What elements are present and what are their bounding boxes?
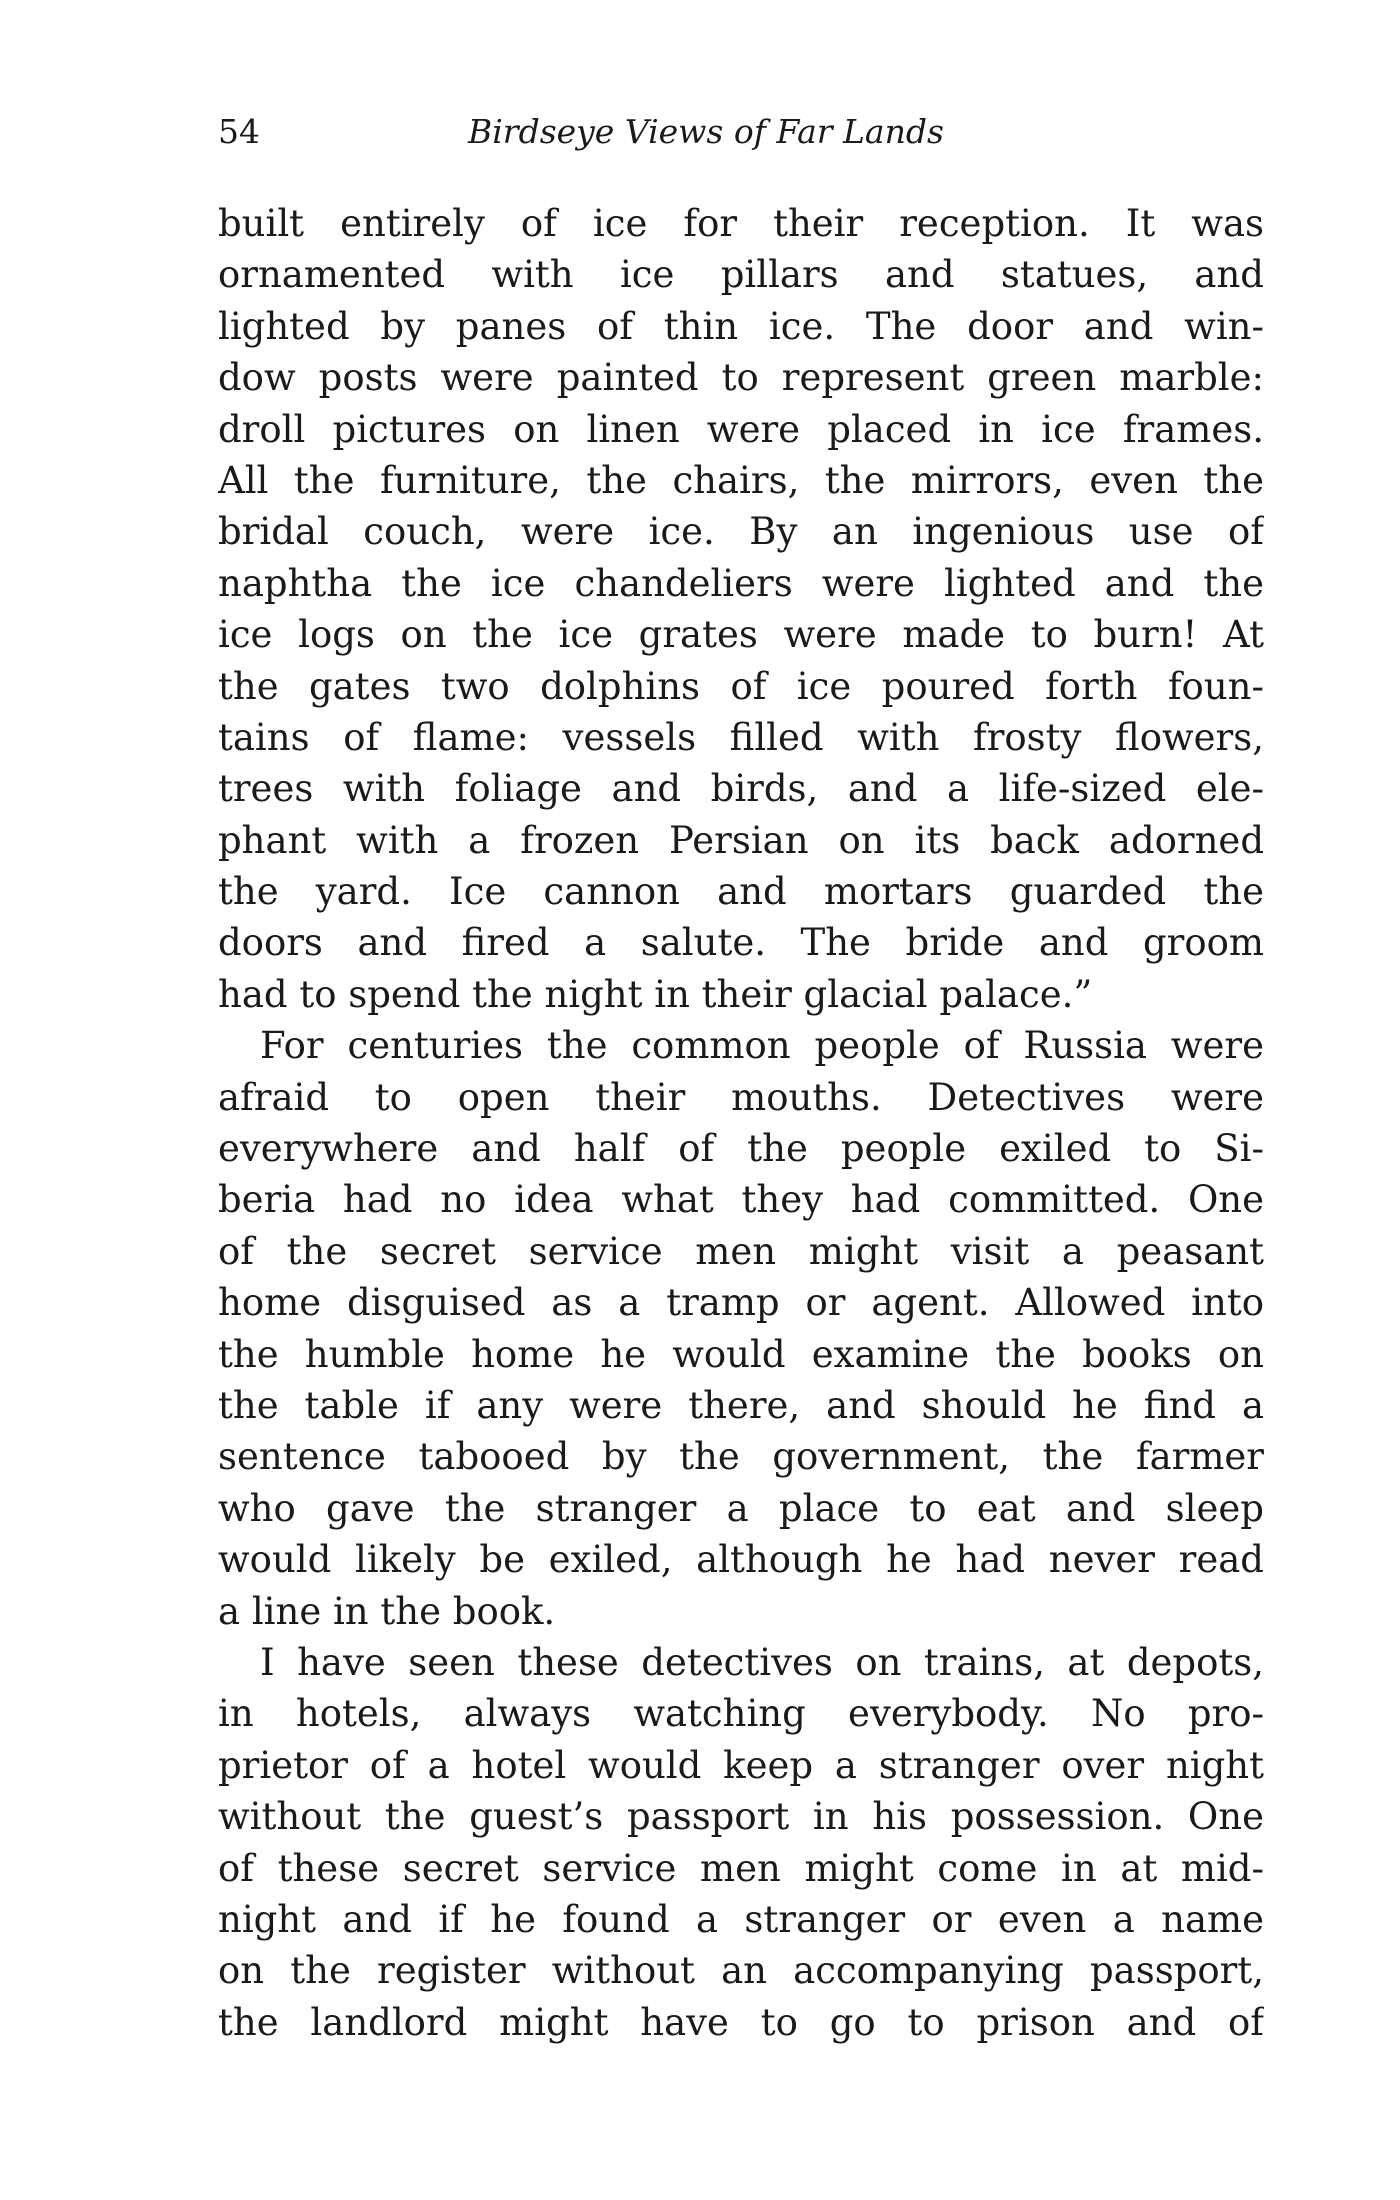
text-line: droll pictures on linen were placed in ice frames. bbox=[218, 407, 1264, 451]
text-line: ice logs on the ice grates were made to burn! At bbox=[218, 613, 1264, 657]
text-line: of these secret service men might come in at mid- bbox=[218, 1846, 1264, 1890]
text-line: who gave the stranger a place to eat and sleep bbox=[218, 1486, 1264, 1530]
paragraph-3 bbox=[218, 1637, 1264, 2048]
text-line: lighted by panes of thin ice. The door and win- bbox=[218, 304, 1264, 348]
text-line: the gates two dolphins of ice poured forth foun- bbox=[218, 664, 1264, 708]
text-line: everywhere and half of the people exiled to Si- bbox=[218, 1127, 1264, 1171]
text-line: I have seen these detectives on trains, at depots, bbox=[260, 1640, 1264, 1684]
text-line: naphtha the ice chandeliers were lighted and the bbox=[218, 561, 1264, 605]
text-line: beria had no idea what they had committed. One bbox=[218, 1178, 1264, 1222]
text-line: For centuries the common people of Russia were bbox=[260, 1024, 1264, 1068]
running-title: Birdseye Views of Far Lands bbox=[468, 112, 944, 151]
page-number: 54 bbox=[218, 112, 260, 151]
text-line: the table if any were there, and should he find a bbox=[218, 1383, 1264, 1427]
text-line: the yard. Ice cannon and mortars guarded the bbox=[218, 870, 1264, 914]
text-line: the landlord might have to go to prison and of bbox=[218, 2000, 1264, 2044]
text-line: night and if he found a stranger or even a name bbox=[218, 1897, 1264, 1941]
text-line: bridal couch, were ice. By an ingenious use of bbox=[218, 510, 1264, 554]
text-line: on the register without an accompanying passport, bbox=[218, 1949, 1264, 1993]
text-line: ornamented with ice pillars and statues, and bbox=[218, 253, 1264, 297]
paragraph-1 bbox=[218, 198, 1264, 1020]
text-line: would likely be exiled, although he had never read bbox=[218, 1538, 1264, 1582]
text-line: phant with a frozen Persian on its back adorned bbox=[218, 818, 1264, 862]
text-line: the humble home he would examine the books on bbox=[218, 1332, 1264, 1376]
text-line: in hotels, always watching everybody. No pro- bbox=[218, 1692, 1264, 1736]
text-line: doors and fired a salute. The bride and groom bbox=[218, 921, 1264, 965]
text-line: without the guest’s passport in his possession. One bbox=[218, 1795, 1264, 1839]
running-head bbox=[218, 110, 1264, 154]
paragraph-2 bbox=[218, 1020, 1264, 1637]
text-line: dow posts were painted to represent green marble: bbox=[218, 356, 1264, 400]
text-line: sentence tabooed by the government, the farmer bbox=[218, 1435, 1264, 1479]
text-line: home disguised as a tramp or agent. Allowed into bbox=[218, 1281, 1264, 1325]
text-line: had to spend the night in their glacial palace.” bbox=[218, 972, 1093, 1016]
text-line: a line in the book. bbox=[218, 1589, 556, 1633]
text-line: All the furniture, the chairs, the mirrors, even the bbox=[218, 458, 1264, 502]
text-line: prietor of a hotel would keep a stranger over night bbox=[218, 1743, 1264, 1787]
text-line: afraid to open their mouths. Detectives were bbox=[218, 1075, 1264, 1119]
text-line: tains of flame: vessels filled with frosty flowers, bbox=[218, 715, 1264, 759]
text-line: of the secret service men might visit a peasant bbox=[218, 1229, 1264, 1273]
body-text bbox=[218, 198, 1264, 2048]
text-line: trees with foliage and birds, and a life-sized ele- bbox=[218, 767, 1264, 811]
text-line: built entirely of ice for their reception. It was bbox=[218, 202, 1264, 245]
